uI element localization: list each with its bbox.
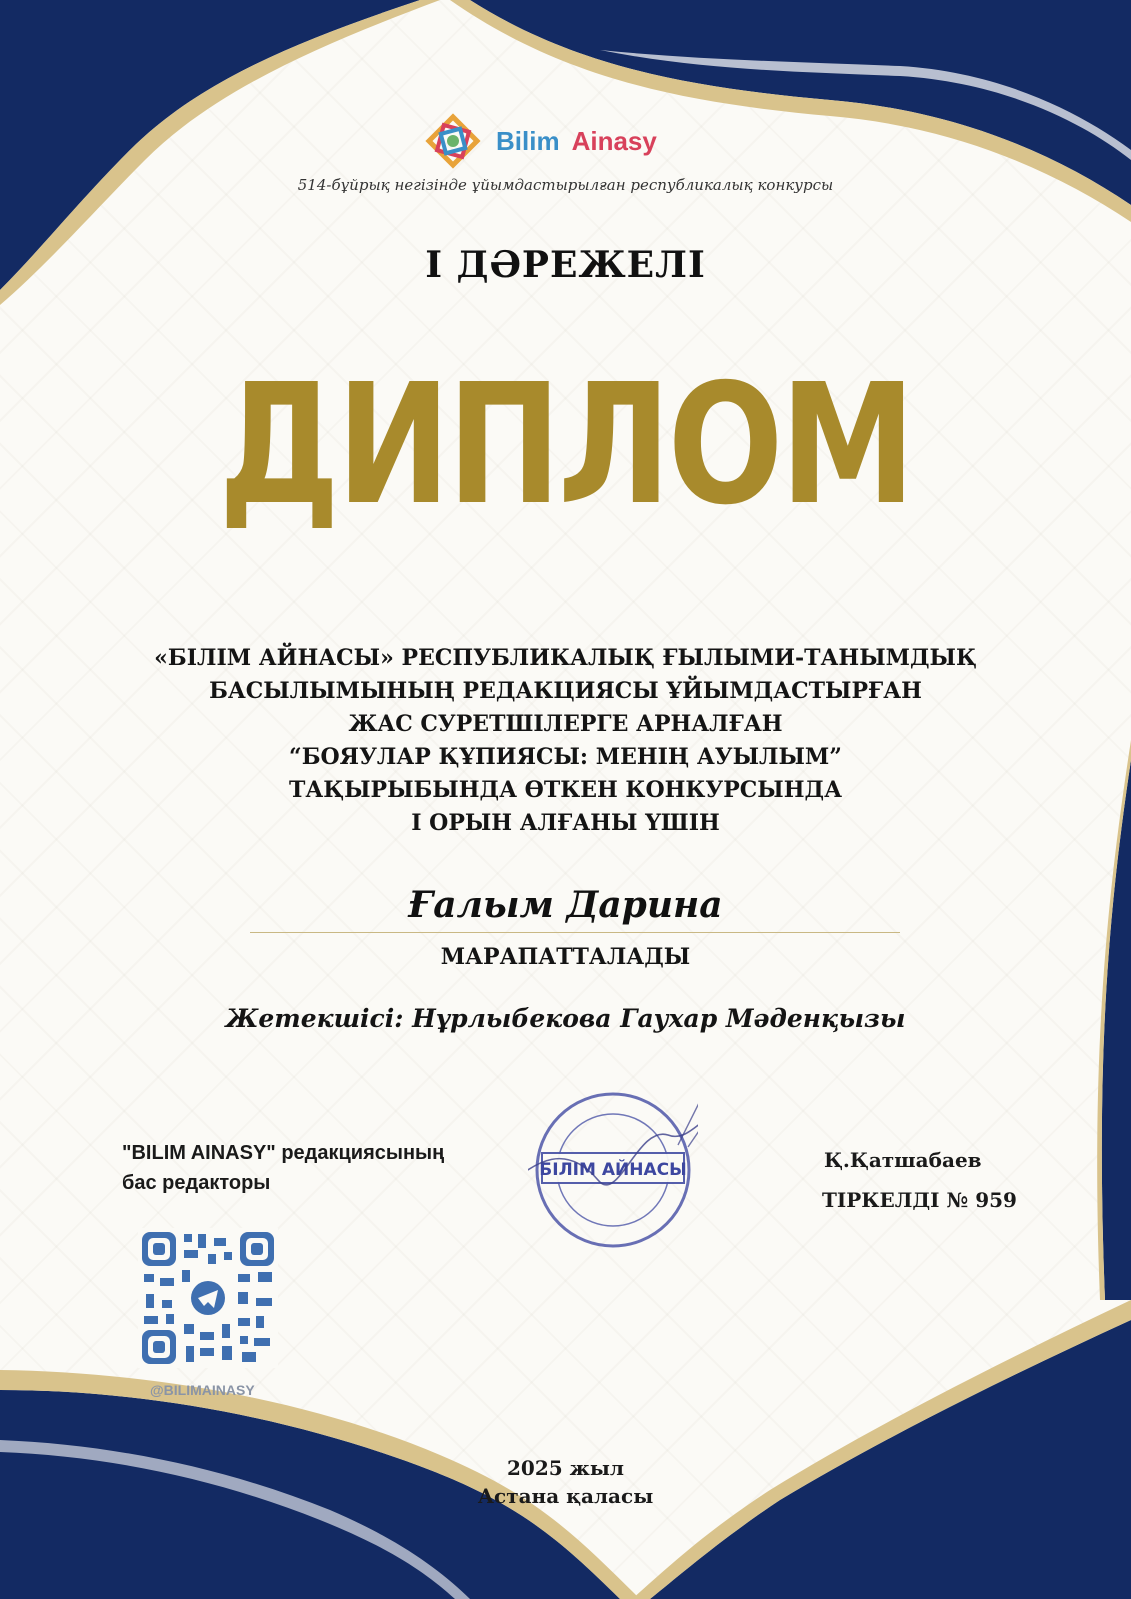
issue-city: Астана қаласы	[477, 1484, 654, 1508]
logo	[424, 112, 657, 170]
recipient-name: Ғалым Дарина	[408, 884, 723, 926]
editor-title-line2: бас редакторы	[122, 1172, 271, 1194]
stamp-text: БІЛІМ АЙНАСЫ	[539, 1160, 687, 1180]
award-reason-line: БАСЫЛЫМЫНЫҢ РЕДАКЦИЯСЫ ҰЙЫМДАСТЫРҒАН	[209, 678, 922, 704]
editor-title	[122, 1138, 522, 1198]
qr-code	[138, 1228, 278, 1368]
mentor-name: Жетекшісі: Нұрлыбекова Гаухар Мәденқызы	[225, 1004, 906, 1033]
signer-name: Қ.Қатшабаев	[824, 1148, 982, 1172]
award-reason-line: «БІЛІМ АЙНАСЫ» РЕСПУБЛИКАЛЫҚ ҒЫЛЫМИ-ТАНЫМДЫҚ	[154, 645, 977, 671]
name-underline	[250, 932, 900, 933]
award-reason-line: І ОРЫН АЛҒАНЫ ҮШІН	[411, 810, 720, 836]
bilim-ainasy-logo-icon	[424, 112, 482, 170]
registration-number: ТІРКЕЛДІ № 959	[822, 1188, 1017, 1212]
award-reason-line: ЖАС СУРЕТШІЛЕРГЕ АРНАЛҒАН	[348, 711, 783, 737]
award-reason-line: “БОЯУЛАР ҚҰПИЯСЫ: МЕНІҢ АУЫЛЫМ”	[289, 744, 842, 770]
diploma-title: ДИПЛОМ	[218, 349, 913, 542]
editor-title-line1: "BILIM AINASY" редакциясының	[122, 1142, 445, 1164]
logo-name-part1: Bilim	[496, 125, 560, 156]
contest-subtitle: 514-бұйрық негізінде ұйымдастырылған республикалық конкурсы	[297, 176, 834, 194]
official-stamp	[528, 1085, 698, 1255]
awarded-label: МАРАПАТТАЛАДЫ	[440, 944, 691, 970]
award-reason	[0, 642, 1131, 840]
award-reason-line: ТАҚЫРЫБЫНДА ӨТКЕН КОНКУРСЫНДА	[288, 777, 843, 803]
logo-name-part2: Ainasy	[571, 125, 657, 156]
qr-handle: @BILIMAINASY	[150, 1382, 255, 1398]
issue-year: 2025 жыл	[507, 1456, 624, 1480]
degree-heading: І ДӘРЕЖЕЛІ	[425, 244, 706, 286]
